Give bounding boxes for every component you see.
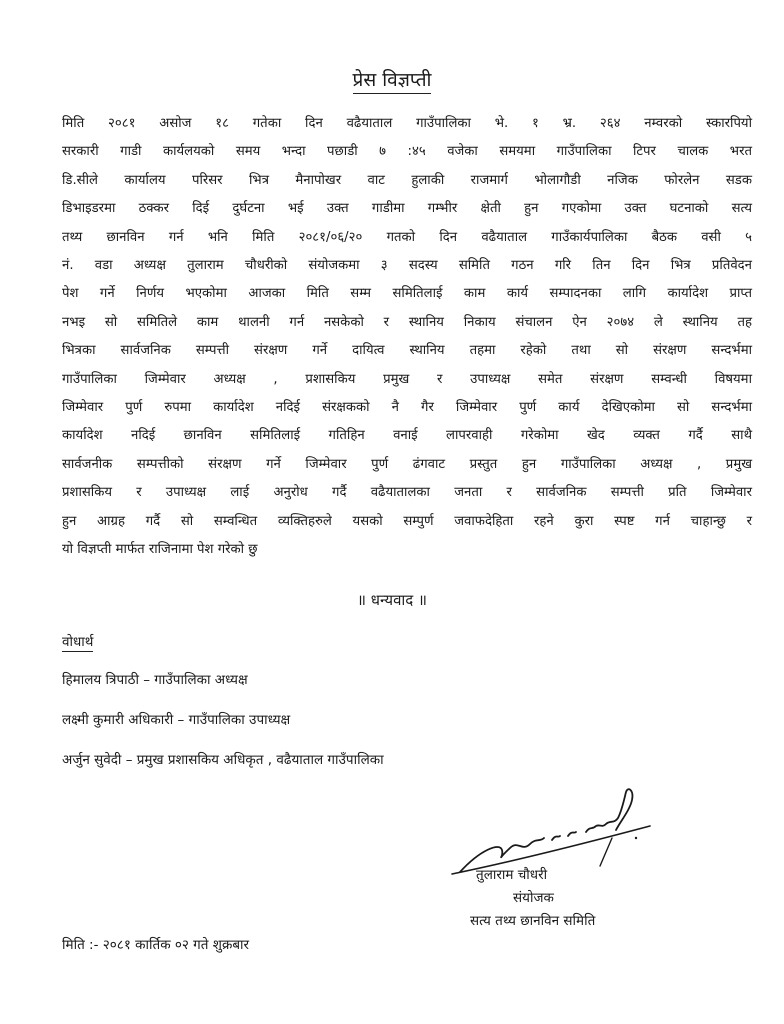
signatory-name: तुलाराम चौधरी <box>476 867 548 883</box>
body-paragraph <box>62 110 752 565</box>
signatory-committee: सत्य तथ्य छानविन समिति <box>470 913 596 929</box>
body-line: गाउँपालिका जिम्मेवार अध्यक्ष , प्रशासकिय प्रमुख र उपाध्यक्ष समेत संरक्षण सम्वन्धी विषयमा <box>62 371 752 387</box>
body-line: तथ्य छानविन गर्न भनि मिति २०८१/०६/२० गतको दिन वढैयाताल गाउँकार्यपालिका बैठक वसी ५ <box>62 229 752 245</box>
body-line: कार्यादेश नदिई छानविन समितिलाई गतिहिन वनाई लापरवाही गरेकोमा खेद व्यक्त गर्दै साथै <box>62 428 752 444</box>
body-line: डिभाइडरमा ठक्कर दिई दुर्घटना भई उक्त गाडीमा गम्भीर क्षेती हुन गएकोमा उक्त घटनाको सत्य <box>62 201 752 217</box>
title-text: प्रेस विज्ञप्ती <box>353 69 432 94</box>
cc-list-item: हिमालय त्रिपाठी – गाउँपालिका अध्यक्ष <box>62 672 248 688</box>
body-line: प्रशासकिय र उपाध्यक्ष लाई अनुरोध गर्दै वढैयातालका जनता र सार्वजनिक सम्पत्ती प्रति जिम्मेवार <box>62 485 752 501</box>
footer-date: मिति :- २०८१ कार्तिक ०२ गते शुक्रबार <box>62 937 250 953</box>
cc-list-item: लक्ष्मी कुमारी अधिकारी – गाउँपालिका उपाध्यक्ष <box>62 712 291 728</box>
cc-list-item: अर्जुन सुवेदी – प्रमुख प्रशासकिय अधिकृत , वढैयाताल गाउँपालिका <box>62 752 384 768</box>
body-line: डि.सीले कार्यालय परिसर भित्र मैनापोखर वाट हुलाकी राजमार्ग भोलागौडी नजिक फोरलेन सडक <box>62 172 752 188</box>
body-line: सरकारी गाडी कार्यलयको समय भन्दा पछाडी ७ :४५ वजेका समयमा गाउँपालिका टिपर चालक भरत <box>62 144 752 160</box>
body-line: नं. वडा अध्यक्ष तुलाराम चौधरीको संयोजकमा ३ सदस्य समिति गठन गरि तिन दिन भित्र प्रतिवेदन <box>62 258 752 274</box>
body-line: जिम्मेवार पुर्ण रुपमा कार्यादेश नदिई संरक्षकको नै गैर जिम्मेवार पुर्ण कार्य देखिएकोमा सो सन्दर्भमा <box>62 400 752 416</box>
signatory-role: संयोजक <box>513 890 554 906</box>
signature-block <box>440 780 700 940</box>
thanks-line: ॥ धन्यवाद ॥ <box>356 591 428 609</box>
body-line: मिति २०८१ असोज १८ गतेका दिन वढैयाताल गाउँपालिका भे. १ भ्र. २६४ नम्वरको स्कारपियो <box>62 116 752 131</box>
body-line: सार्वजनीक सम्पत्तीको संरक्षण गर्ने जिम्मेवार पुर्ण ढंगवाट प्रस्तुत हुन गाउँपालिका अध्यक्ष , प्रमुख <box>62 456 752 472</box>
document-title <box>0 66 784 92</box>
body-line: यो विज्ञप्ती मार्फत राजिनामा पेश गरेको छु <box>62 542 258 558</box>
body-line: नभइ सो समितिले काम थालनी गर्न नसकेको र स्थानिय निकाय संचालन ऐन २०७४ ले स्थानिय तह <box>62 314 752 330</box>
cc-heading <box>62 632 93 650</box>
body-line: भित्रका सार्वजनिक सम्पत्ती संरक्षण गर्ने दायित्व स्थानिय तहमा रहेको तथा सो संरक्षण सन्दर्भमा <box>62 343 752 359</box>
cc-heading-text: वोधार्थ <box>62 634 94 650</box>
body-line: पेश गर्ने निर्णय भएकोमा आजका मिति सम्म समितिलाई काम कार्य सम्पादनका लागि कार्यादेश प्राप्त <box>62 286 752 302</box>
body-line: हुन आग्रह गर्दै सो सम्वन्धित व्यक्तिहरुले यसको सम्पुर्ण जवाफदेहिता रहने कुरा स्पष्ट गर्न चाहान्छु र <box>62 513 752 529</box>
